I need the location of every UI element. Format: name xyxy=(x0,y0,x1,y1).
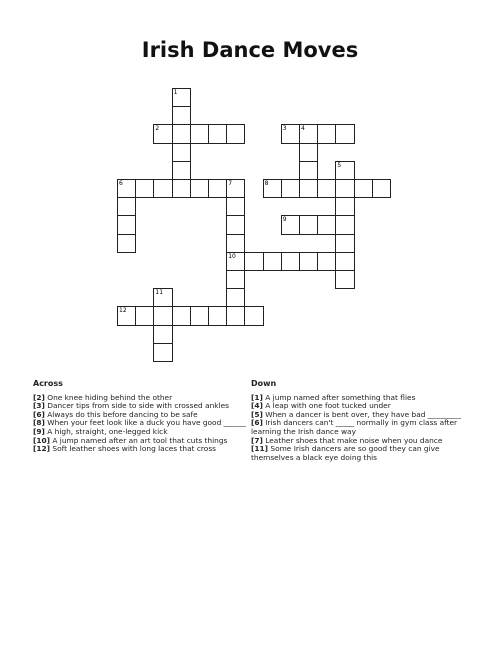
crossword-cell[interactable] xyxy=(190,179,209,198)
crossword-cell[interactable] xyxy=(244,252,263,271)
clue-text: Irish dancers can't _____ normally in gym class after learning the Irish dance way xyxy=(251,418,458,436)
crossword-cell[interactable] xyxy=(208,124,227,143)
clue-text: A jump named after something that flies xyxy=(262,392,416,402)
crossword-cell[interactable] xyxy=(335,161,354,180)
clue-number: 2 xyxy=(155,125,160,133)
crossword-cell[interactable] xyxy=(263,179,282,198)
clue-number-label: [1] xyxy=(251,392,263,402)
crossword-cell[interactable] xyxy=(281,179,300,198)
clue-number: 9 xyxy=(282,216,287,224)
crossword-cell[interactable] xyxy=(117,215,136,234)
clue-number-label: [5] xyxy=(251,409,263,419)
clue-number-label: [8] xyxy=(33,418,45,428)
crossword-cell[interactable] xyxy=(299,179,318,198)
clue-text: When a dancer is bent over, they have bad _________ xyxy=(262,409,462,419)
crossword-cell[interactable] xyxy=(226,215,245,234)
clue-number: 8 xyxy=(264,180,269,187)
clue-number-label: [6] xyxy=(251,418,263,428)
crossword-cell[interactable] xyxy=(317,124,336,143)
crossword-cell[interactable] xyxy=(281,252,300,271)
crossword-cell[interactable] xyxy=(335,234,354,253)
clue-number: 7 xyxy=(228,180,233,187)
crossword-cell[interactable] xyxy=(226,197,245,216)
crossword-cell[interactable] xyxy=(153,179,172,198)
crossword-cell[interactable] xyxy=(372,179,391,198)
crossword-cell[interactable] xyxy=(190,124,209,143)
clue-number: 6 xyxy=(119,180,123,187)
crossword-cell[interactable] xyxy=(172,179,191,198)
clue-number-label: [2] xyxy=(33,392,45,402)
crossword-cell[interactable] xyxy=(135,179,154,198)
clue-text: Leather shoes that make noise when you dance xyxy=(262,435,443,445)
crossword-cell[interactable] xyxy=(226,288,245,307)
clue-text: A jump named after an art tool that cuts things xyxy=(50,435,228,445)
clue-number: 10 xyxy=(228,252,236,260)
puzzle-title: Irish Dance Moves xyxy=(141,38,359,62)
clue-text: Soft leather shoes with long laces that cross xyxy=(50,444,217,454)
clue-number: 1 xyxy=(173,89,178,96)
clue-number: 11 xyxy=(155,289,164,297)
crossword-cell[interactable] xyxy=(317,252,336,271)
crossword-cell[interactable] xyxy=(317,179,336,198)
down-clues xyxy=(251,380,466,462)
crossword-cell[interactable] xyxy=(208,179,227,198)
crossword-cell[interactable] xyxy=(172,161,191,180)
clue-number-label: [7] xyxy=(251,435,263,445)
clue-text: Some Irish dancers are so good they can give themselves a black eye doing this xyxy=(251,444,440,462)
crossword-cell[interactable] xyxy=(226,270,245,289)
clue-number: 5 xyxy=(337,161,342,169)
crossword-cell[interactable] xyxy=(153,288,172,307)
clue-number-label: [10] xyxy=(33,435,51,445)
clue-item xyxy=(251,445,466,462)
down-clue-list xyxy=(251,394,466,463)
crossword-cell[interactable] xyxy=(281,215,300,234)
crossword-cell[interactable] xyxy=(299,143,318,162)
clue-number-label: [6] xyxy=(33,409,45,419)
crossword-cell[interactable] xyxy=(153,325,172,344)
crossword-cell[interactable] xyxy=(299,124,318,143)
clue-number-label: [4] xyxy=(251,401,263,411)
clue-text: One knee hiding behind the other xyxy=(44,392,173,402)
crossword-cell[interactable] xyxy=(172,106,191,125)
clue-item xyxy=(251,419,466,436)
crossword-cell[interactable] xyxy=(226,306,245,325)
clue-number: 3 xyxy=(282,125,287,133)
crossword-cell[interactable] xyxy=(335,252,354,271)
across-heading: Across xyxy=(33,379,63,388)
crossword-cell[interactable] xyxy=(317,215,336,234)
crossword-cell[interactable] xyxy=(153,124,172,143)
crossword-cell[interactable] xyxy=(354,179,373,198)
crossword-cell[interactable] xyxy=(299,161,318,180)
across-clue-list xyxy=(33,394,263,454)
crossword-cell[interactable] xyxy=(226,252,245,271)
crossword-cell[interactable] xyxy=(172,306,191,325)
crossword-cell[interactable] xyxy=(208,306,227,325)
crossword-cell[interactable] xyxy=(172,88,191,107)
clue-text: When your feet look like a duck you have good ______ xyxy=(44,418,246,428)
crossword-cell[interactable] xyxy=(335,197,354,216)
crossword-cell[interactable] xyxy=(299,215,318,234)
crossword-cell[interactable] xyxy=(335,124,354,143)
crossword-cell[interactable] xyxy=(244,306,263,325)
crossword-cell[interactable] xyxy=(299,252,318,271)
clue-number-label: [11] xyxy=(251,444,269,454)
crossword-cell[interactable] xyxy=(117,179,136,198)
clue-number-label: [9] xyxy=(33,426,45,436)
crossword-cell[interactable] xyxy=(281,124,300,143)
crossword-cell[interactable] xyxy=(172,143,191,162)
crossword-cell[interactable] xyxy=(335,179,354,198)
clue-text: Dancer tips from side to side with crossed ankles xyxy=(44,401,230,411)
crossword-cell[interactable] xyxy=(226,234,245,253)
crossword-cell[interactable] xyxy=(117,234,136,253)
crossword-cell[interactable] xyxy=(153,306,172,325)
clue-number: 12 xyxy=(119,307,127,315)
crossword-cell[interactable] xyxy=(135,306,154,325)
crossword-cell[interactable] xyxy=(226,124,245,143)
clue-number-label: [12] xyxy=(33,444,51,454)
crossword-cell[interactable] xyxy=(117,306,136,325)
crossword-cell[interactable] xyxy=(335,270,354,289)
across-clues xyxy=(33,380,263,454)
clue-number: 4 xyxy=(301,125,305,133)
crossword-cell[interactable] xyxy=(335,215,354,234)
down-heading: Down xyxy=(251,379,277,388)
crossword-cell[interactable] xyxy=(190,306,209,325)
clue-number-label: [3] xyxy=(33,401,45,411)
crossword-cell[interactable] xyxy=(117,197,136,216)
clue-text: Always do this before dancing to be safe xyxy=(44,409,198,419)
clue-text: A high, straight, one-legged kick xyxy=(44,426,168,436)
clue-item xyxy=(33,445,263,454)
crossword-cell[interactable] xyxy=(226,179,245,198)
crossword-cell[interactable] xyxy=(153,343,172,362)
crossword-cell[interactable] xyxy=(263,252,282,271)
clue-text: A leap with one foot tucked under xyxy=(262,401,391,411)
crossword-cell[interactable] xyxy=(172,124,191,143)
